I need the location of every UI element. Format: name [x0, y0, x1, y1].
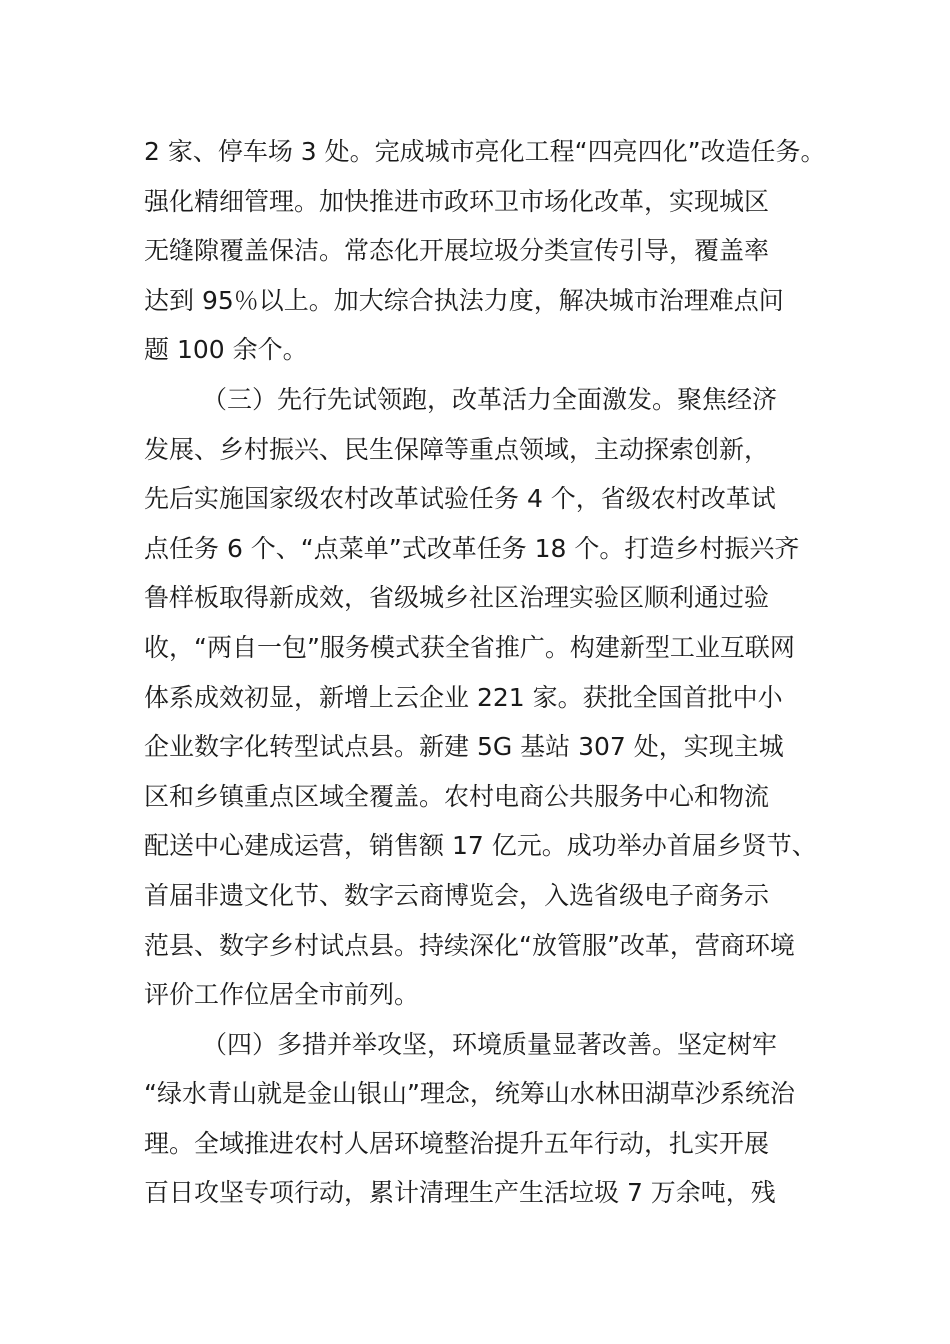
text-line: 范县、数字乡村试点县。持续深化“放管服”改革，营商环境 — [144, 930, 795, 960]
text-line: 题 100 余个。 — [144, 335, 308, 365]
text-line: 2 家、停车场 3 处。完成城市亮化工程“四亮四化”改造任务。 — [144, 137, 826, 166]
text-line: 首届非遗文化节、数字云商博览会，入选省级电子商务示 — [144, 880, 770, 910]
text-line: 达到 95％以上。加大综合执法力度，解决城市治理难点问 — [144, 285, 784, 315]
text-line: 收，“两自一包”服务模式获全省推广。构建新型工业互联网 — [144, 632, 795, 662]
body-text — [144, 127, 824, 1218]
text-line: 评价工作位居全市前列。 — [144, 980, 420, 1010]
text-line: 强化精细管理。加快推进市政环卫市场化改革，实现城区 — [144, 186, 770, 216]
text-line: 点任务 6 个、“点菜单”式改革任务 18 个。打造乡村振兴齐 — [144, 533, 800, 563]
text-line: 发展、乡村振兴、民生保障等重点领域，主动探索创新， — [144, 434, 770, 464]
text-line: 鲁样板取得新成效，省级城乡社区治理实验区顺利通过验 — [144, 583, 770, 613]
text-line: 百日攻坚专项行动，累计清理生产生活垃圾 7 万余吨，残 — [144, 1178, 776, 1208]
text-line: 配送中心建成运营，销售额 17 亿元。成功举办首届乡贤节、 — [144, 831, 817, 861]
text-line: 理。全域推进农村人居环境整治提升五年行动，扎实开展 — [144, 1128, 770, 1158]
section-heading-line: （三）先行先试领跑，改革活力全面激发。聚焦经济 — [202, 384, 778, 414]
text-line: “绿水青山就是金山银山”理念，统筹山水林田湖草沙系统治 — [144, 1079, 795, 1109]
text-line: 区和乡镇重点区域全覆盖。农村电商公共服务中心和物流 — [144, 781, 770, 811]
text-line: 无缝隙覆盖保洁。常态化开展垃圾分类宣传引导，覆盖率 — [144, 236, 770, 266]
text-line: 先后实施国家级农村改革试验任务 4 个，省级农村改革试 — [144, 484, 776, 514]
text-line: 企业数字化转型试点县。新建 5G 基站 307 处，实现主城 — [144, 732, 784, 762]
section-heading-line: （四）多措并举攻坚，环境质量显著改善。坚定树牢 — [202, 1029, 778, 1059]
text-line: 体系成效初显，新增上云企业 221 家。获批全国首批中小 — [144, 682, 783, 712]
